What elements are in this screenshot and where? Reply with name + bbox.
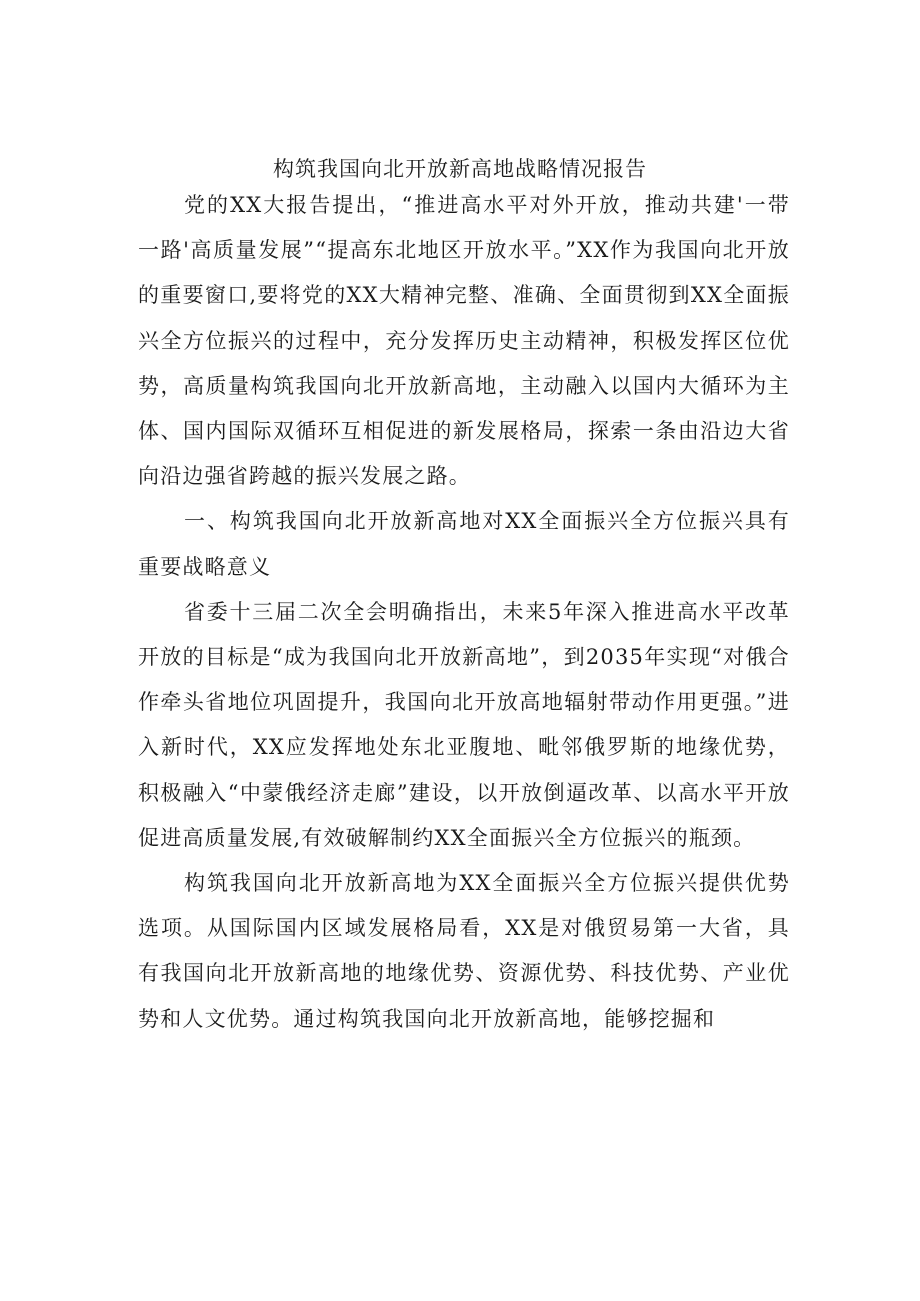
paragraph-intro: 党的XX大报告提出，“推进高水平对外开放，推动共建'一带一路'高质量发展”“提高东北地区开放水平。”XX作为我国向北开放的重要窗口,要将党的XX大精神完整、准确、全面贯彻到XX全面振兴全方位振兴的过程中，充分发挥历史主动精神，积极发挥区位优势，高质量构筑我国向北开放新高地，主动融入以国内大循环为主体、国内国际双循环互相促进的新发展格局，探索一条由沿边大省向沿边强省跨越的振兴发展之路。 xyxy=(138,193,790,489)
paragraph-advantages: 构筑我国向北开放新高地为XX全面振兴全方位振兴提供优势选项。从国际国内区域发展格局看，XX是对俄贸易第一大省，具有我国向北开放新高地的地缘优势、资源优势、科技优势、产业优势和人文优势。通过构筑我国向北开放新高地，能够挖掘和 xyxy=(138,871,790,1031)
document-body xyxy=(138,183,790,1042)
document-title: 构筑我国向北开放新高地战略情况报告 xyxy=(273,157,647,181)
paragraph-plenary: 省委十三届二次全会明确指出，未来5年深入推进高水平改革开放的目标是“成为我国向北开放新高地”，到2035年实现“对俄合作牵头省地位巩固提升，我国向北开放高地辐射带动作用更强。”进入新时代，XX应发挥地处东北亚腹地、毗邻俄罗斯的地缘优势，积极融入“中蒙俄经济走廊”建设，以开放倒逼改革、以高水平开放促进高质量发展,有效破解制约XX全面振兴全方位振兴的瓶颈。 xyxy=(138,599,790,850)
section-heading-1: 一、构筑我国向北开放新高地对XX全面振兴全方位振兴具有重要战略意义 xyxy=(138,509,790,579)
